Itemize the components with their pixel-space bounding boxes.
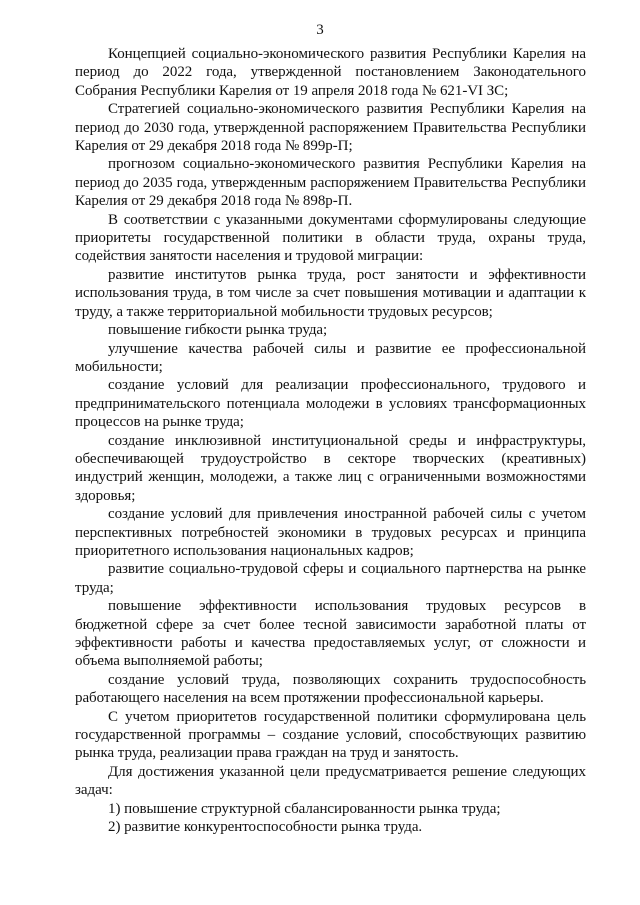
task-item: 1) повышение структурной сбалансированности рынка труда; xyxy=(108,800,501,817)
list-item: повышение гибкости рынка труда; xyxy=(108,322,328,339)
list-item: создание инклюзивной институциональной среды и инфраструктуры, обеспечивающей трудоустройство в секторе творческих (креативных) индустрий женщин, молодежи, а также лиц с ограниченными возможностями здоровья; xyxy=(75,432,586,504)
list-item: развитие институтов рынка труда, рост занятости и эффективности использования труда, в том числе за счет повышения мотивации и адаптации к труду, а также территориальной мобильности трудовых ресурсов; xyxy=(75,266,586,320)
paragraph: прогнозом социально-экономического развития Республики Карелия на период до 2035 года, утвержденным распоряжением Правительства Республики Карелия от 29 декабря 2018 года № 898р-П. xyxy=(75,156,586,210)
document-body xyxy=(75,45,586,836)
list-item: развитие социально-трудовой сферы и социального партнерства на рынке труда; xyxy=(75,561,586,596)
list-item: повышение эффективности использования трудовых ресурсов в бюджетной сфере за счет более тесной зависимости заработной платы от эффективности работы и качества предоставляемых услуг, от сложности и объема выполняемой работы; xyxy=(75,598,586,670)
page-number: 3 xyxy=(316,22,324,38)
paragraph: Концепцией социально-экономического развития Республики Карелия на период до 2022 года, утвержденной постановлением Законодательного Собрания Республики Карелия от 19 апреля 2018 года № 621-VI ЗС; xyxy=(75,46,586,99)
paragraph: Стратегией социально-экономического развития Республики Карелия на период до 2030 года, утвержденной распоряжением Правительства Республики Карелия от 29 декабря 2018 года № 899р-П; xyxy=(75,101,586,155)
list-item: создание условий для реализации профессионального, трудового и предпринимательского потенциала молодежи в условиях трансформационных процессов на рынке труда; xyxy=(75,377,586,431)
list-item: создание условий для привлечения иностранной рабочей силы с учетом перспективных потребностей экономики в трудовых ресурсах и принципа приоритетного использования национальных кадров; xyxy=(75,506,586,559)
paragraph: Для достижения указанной цели предусматривается решение следующих задач: xyxy=(75,763,586,799)
paragraph: С учетом приоритетов государственной политики сформулирована цель государственной программы – создание условий, способствующих развитию рынка труда, реализации права граждан на труд и занятость. xyxy=(75,708,586,762)
paragraph: В соответствии с указанными документами сформулированы следующие приоритеты государственной политики в области труда, охраны труда, содействия занятости населения и трудовой миграции: xyxy=(75,211,586,265)
list-item: создание условий труда, позволяющих сохранить трудоспособность работающего населения на всем протяжении профессиональной карьеры. xyxy=(75,671,586,707)
list-item: улучшение качества рабочей силы и развитие ее профессиональной мобильности; xyxy=(75,340,586,375)
task-item: 2) развитие конкурентоспособности рынка труда. xyxy=(108,819,423,836)
